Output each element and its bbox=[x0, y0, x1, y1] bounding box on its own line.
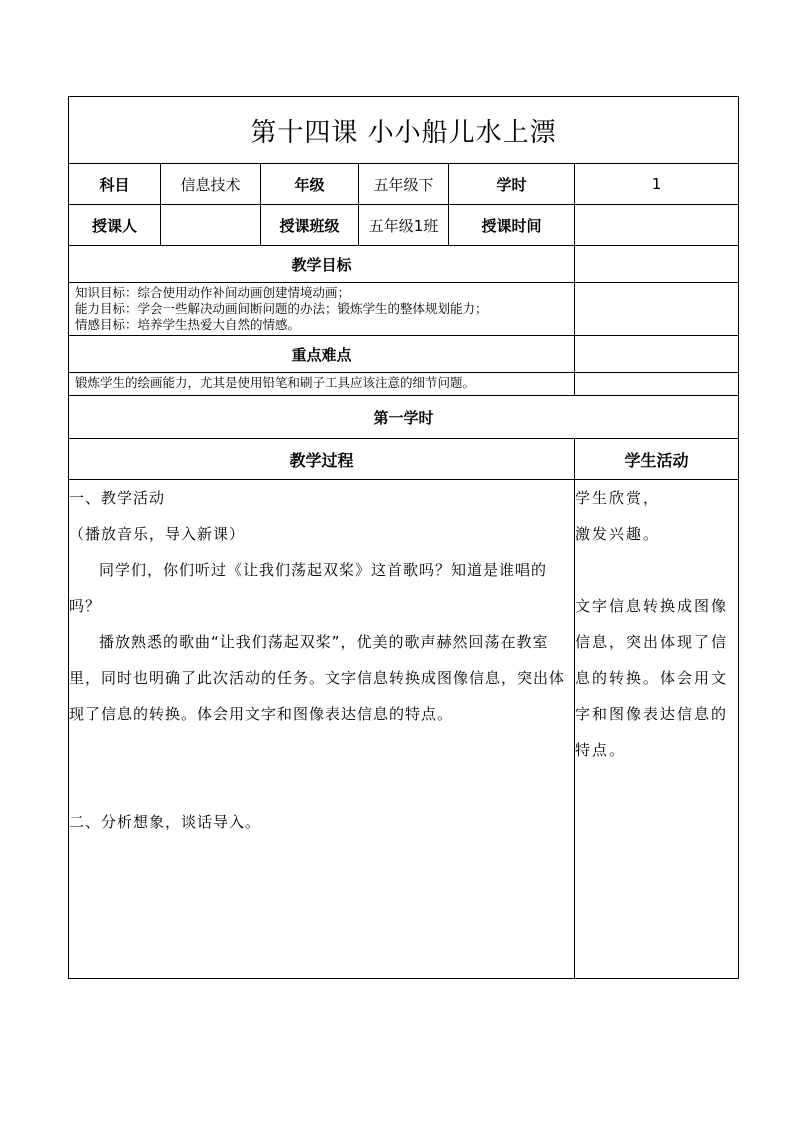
time-label: 授课时间 bbox=[449, 205, 575, 246]
page-title: 第十四课 小小船儿水上漂 bbox=[69, 97, 739, 164]
subject-label: 科目 bbox=[69, 164, 161, 205]
objectives-blank bbox=[575, 283, 739, 336]
objective-emotion: 情感目标：培养学生热爱大自然的情感。 bbox=[75, 317, 301, 332]
key-points-heading: 重点难点 bbox=[69, 336, 575, 373]
lesson-hour-heading: 第一学时 bbox=[69, 396, 739, 439]
grade-label: 年级 bbox=[261, 164, 359, 205]
section-2-title: 二、分析想象，谈话导入。 bbox=[69, 813, 262, 831]
objective-ability: 能力目标：学会一些解决动画间断问题的办法；锻炼学生的整体规划能力； bbox=[75, 301, 488, 316]
teacher-value bbox=[161, 205, 261, 246]
time-value bbox=[575, 205, 739, 246]
process-content bbox=[69, 480, 575, 979]
teacher-label: 授课人 bbox=[69, 205, 161, 246]
process-paragraph-1: 同学们，你们听过《让我们荡起双桨》这首歌吗？知道是谁唱的吗？ bbox=[69, 561, 548, 615]
objectives-heading: 教学目标 bbox=[69, 246, 575, 283]
student-line-2: 激发兴趣。 bbox=[575, 525, 661, 543]
subject-value: 信息技术 bbox=[161, 164, 261, 205]
student-line-1: 学生欣赏， bbox=[575, 489, 661, 507]
activity-title: 一、教学活动 bbox=[69, 489, 166, 507]
objectives-text bbox=[69, 283, 575, 336]
student-heading: 学生活动 bbox=[575, 439, 739, 480]
activity-subtitle: （播放音乐，导入新课） bbox=[69, 525, 246, 543]
grade-value: 五年级下 bbox=[359, 164, 449, 205]
key-points-blank bbox=[575, 373, 739, 396]
student-paragraph: 文字信息转换成图像信息，突出体现了信息的转换。体会用文字和图像表达信息的特点。 bbox=[575, 597, 729, 759]
key-points-heading-blank bbox=[575, 336, 739, 373]
lesson-plan-table bbox=[68, 96, 739, 979]
key-points-text: 锻炼学生的绘画能力，尤其是使用铅笔和刷子工具应该注意的细节问题。 bbox=[69, 373, 575, 396]
class-value: 五年级1班 bbox=[359, 205, 449, 246]
objective-knowledge: 知识目标：综合使用动作补间动画创建情境动画； bbox=[75, 285, 351, 300]
hours-value: 1 bbox=[575, 164, 739, 205]
objectives-heading-blank bbox=[575, 246, 739, 283]
student-content bbox=[575, 480, 739, 979]
process-heading: 教学过程 bbox=[69, 439, 575, 480]
hours-label: 学时 bbox=[449, 164, 575, 205]
class-label: 授课班级 bbox=[261, 205, 359, 246]
process-paragraph-2: 播放熟悉的歌曲“让我们荡起双桨”，优美的歌声赫然回荡在教室里，同时也明确了此次活动的任务。文字信息转换成图像信息，突出体现了信息的转换。体会用文字和图像表达信息的特点。 bbox=[69, 633, 566, 723]
